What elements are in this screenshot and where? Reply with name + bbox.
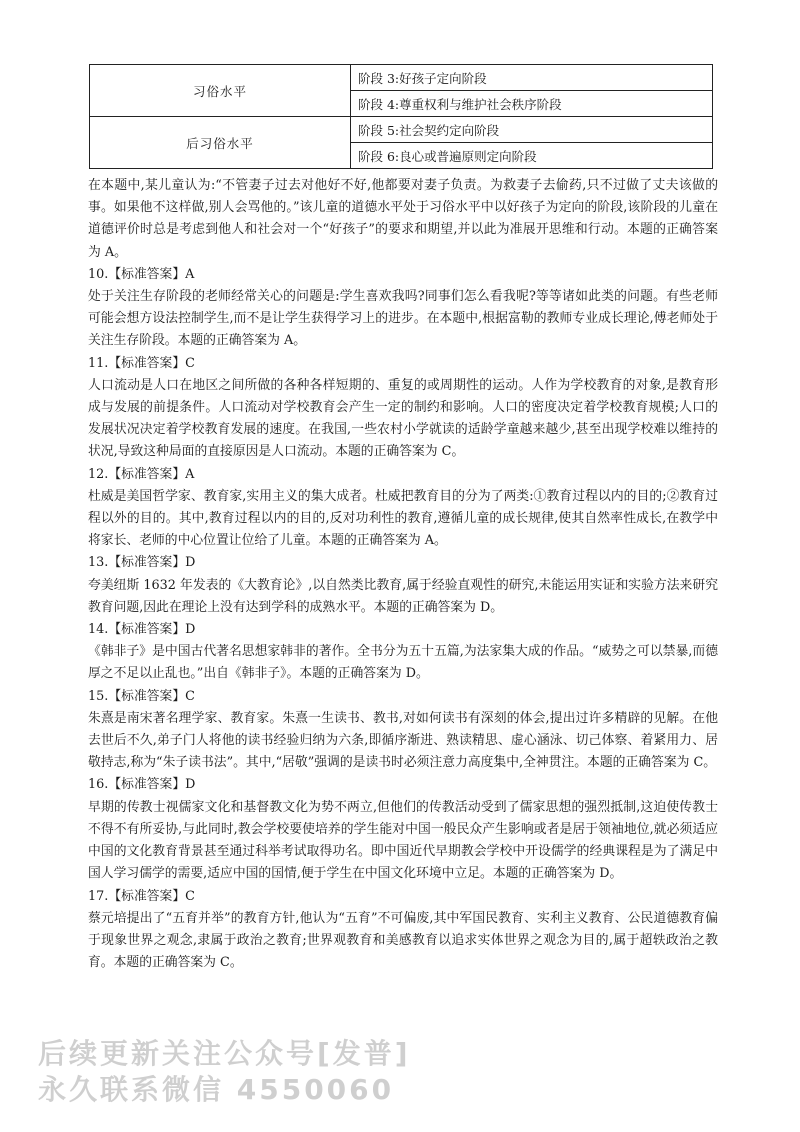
question-number: 11. (88, 355, 109, 371)
answer-label: 【标准答案】 (108, 888, 186, 904)
level-cell: 习俗水平 (90, 65, 351, 117)
answer-key: D (185, 622, 196, 638)
answer-heading (88, 886, 718, 908)
answer-block (88, 264, 718, 353)
stage-cell: 阶段 4:尊重权利与维护社会秩序阶段 (351, 91, 713, 117)
answer-explanation: 《韩非子》是中国古代著名思想家韩非的著作。全书分为五十五篇,为法家集大成的作品。“威势之可以禁暴,而德厚之不足以止乱也。”出自《韩非子》。本题的正确答案为 D。 (88, 644, 718, 682)
intro-paragraph: 在本题中,某儿童认为:“不管妻子过去对他好不好,他都要对妻子负责。为救妻子去偷药,只不过做了丈夫该做的事。如果他不这样做,别人会骂他的。”该儿童的道德水平处于习俗水平中以好孩子为定向的阶段,该阶段的儿童在道德评价时总是考虑到他人和社会对一个“好孩子”的要求和期望,并以此为准展开思维和行动。本题的正确答案为 A。 (88, 178, 718, 260)
table-row (90, 65, 713, 91)
answer-label: 【标准答案】 (108, 688, 186, 704)
watermark-line: 永久联系微信 4550060 (38, 1073, 395, 1106)
answer-block (88, 552, 718, 619)
stage-cell: 阶段 3:好孩子定向阶段 (351, 65, 713, 91)
answer-heading (88, 464, 718, 486)
answer-heading (88, 619, 718, 641)
answer-key: C (185, 355, 195, 371)
answer-block (88, 686, 718, 775)
answer-block (88, 774, 718, 885)
answer-block (88, 464, 718, 553)
question-number: 14. (88, 622, 109, 638)
watermark-line: 后续更新关注公众号[发普] (38, 1037, 411, 1070)
stage-cell: 阶段 5:社会契约定向阶段 (351, 117, 713, 143)
answer-key: C (185, 888, 195, 904)
table-row (90, 117, 713, 143)
moral-development-table (89, 64, 713, 169)
answer-key: D (185, 777, 196, 793)
question-number: 12. (88, 466, 109, 482)
answer-label: 【标准答案】 (108, 777, 186, 793)
answer-heading (88, 264, 718, 286)
question-number: 16. (88, 777, 109, 793)
answer-label: 【标准答案】 (108, 466, 186, 482)
stage-cell: 阶段 6:良心或普遍原则定向阶段 (351, 143, 713, 169)
answer-explanation: 夸美纽斯 1632 年发表的《大教育论》,以自然类比教育,属于经验直观性的研究,未能运用实证和实验方法来研究教育问题,因此在理论上没有达到学科的成熟水平。本题的正确答案为 D。 (88, 577, 718, 615)
answer-heading (88, 774, 718, 796)
answer-block (88, 886, 718, 975)
question-number: 10. (88, 266, 109, 282)
answer-explanation: 处于关注生存阶段的老师经常关心的问题是:学生喜欢我吗?同事们怎么看我呢?等等诸如此类的问题。有些老师可能会想方设法控制学生,而不是让学生获得学习上的进步。在本题中,根据富勒的教师专业成长理论,傅老师处于关注生存阶段。本题的正确答案为 A。 (88, 289, 718, 349)
answer-explanation: 蔡元培提出了“五育并举”的教育方针,他认为“五育”不可偏废,其中军国民教育、实利主义教育、公民道德教育偏于现象世界之观念,隶属于政治之教育;世界观教育和美感教育以追求实体世界之观念为目的,属于超轶政治之教育。本题的正确答案为 C。 (88, 910, 718, 971)
answer-explanation: 早期的传教士视儒家文化和基督教文化为势不两立,但他们的传教活动受到了儒家思想的强烈抵制,这迫使传教士不得不有所妥协,与此同时,教会学校要使培养的学生能对中国一般民众产生影响或者是居于领袖地位,就必须适应中国的文化教育背景甚至通过科举考试取得功名。即中国近代早期教会学校中开设儒学的经典课程是为了满足中国人学习儒学的需要,适应中国的国情,便于学生在中国文化环境中立足。本题的正确答案为 D。 (88, 799, 718, 882)
question-number: 17. (88, 888, 109, 904)
answer-key: A (185, 266, 195, 282)
level-cell: 后习俗水平 (90, 117, 351, 169)
answer-label: 【标准答案】 (108, 266, 186, 282)
answer-key: A (185, 466, 195, 482)
question-number: 15. (88, 688, 109, 704)
answer-key: D (185, 555, 196, 571)
answer-block (88, 353, 718, 464)
answer-explanations (88, 175, 718, 974)
answer-explanation: 朱熹是南宋著名理学家、教育家。朱熹一生读书、教书,对如何读书有深刻的体会,提出过许多精辟的见解。在他去世后不久,弟子门人将他的读书经验归纳为六条,即循序渐进、熟读精思、虚心涵泳、切己体察、着紧用力、居敬持志,称为“朱子读书法”。其中,“居敬”强调的是读书时必须注意力高度集中,全神贯注。本题的正确答案为 C。 (88, 710, 718, 771)
answer-explanation: 杜威是美国哲学家、教育家,实用主义的集大成者。杜威把教育目的分为了两类:①教育过程以内的目的;②教育过程以外的目的。其中,教育过程以内的目的,反对功利性的教育,遵循儿童的成长规律,使其自然率性成长,在教学中将家长、老师的中心位置让位给了儿童。本题的正确答案为 A。 (88, 488, 718, 549)
answer-heading (88, 686, 718, 708)
answer-label: 【标准答案】 (108, 622, 186, 638)
answer-explanation: 人口流动是人口在地区之间所做的各种各样短期的、重复的或周期性的运动。人作为学校教育的对象,是教育形成与发展的前提条件。人口流动对学校教育会产生一定的制约和影响。人口的密度决定着学校教育规模;人口的发展状况决定着学校教育发展的速度。在我国,一些农村小学就读的适龄学童越来越少,甚至出现学校难以维持的状况,导致这种局面的直接原因是人口流动。本题的正确答案为 C。 (88, 377, 718, 460)
answer-key: C (185, 688, 195, 704)
answer-block (88, 619, 718, 686)
question-number: 13. (88, 555, 109, 571)
answer-label: 【标准答案】 (108, 555, 186, 571)
answer-heading (88, 353, 718, 375)
answer-label: 【标准答案】 (108, 355, 186, 371)
watermark (38, 1036, 411, 1108)
answer-heading (88, 552, 718, 574)
